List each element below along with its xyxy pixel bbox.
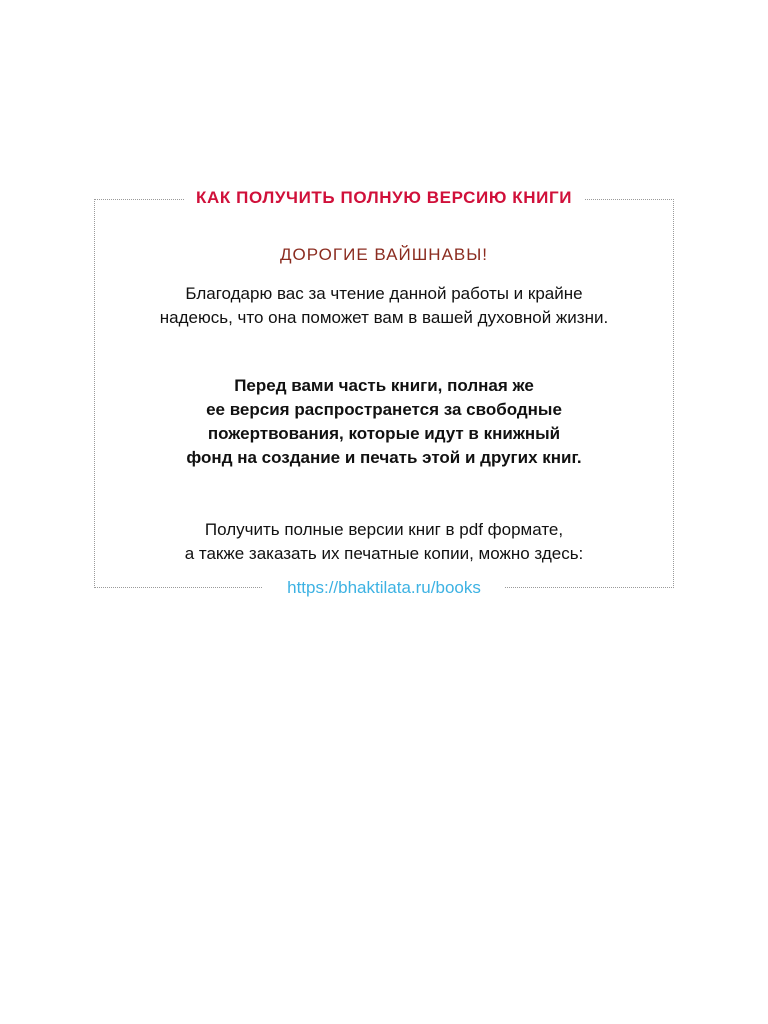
notice-line: Перед вами часть книги, полная же [234, 376, 534, 395]
box-title: КАК ПОЛУЧИТЬ ПОЛНУЮ ВЕРСИЮ КНИГИ [184, 186, 584, 210]
notice-line: фонд на создание и печать этой и других книг. [186, 448, 582, 467]
info-line: Получить полные версии книг в pdf формате, [204, 520, 564, 539]
notice-line: пожертвования, которые идут в книжный [207, 424, 561, 443]
notice-paragraph [0, 374, 768, 470]
link-row [0, 576, 768, 600]
books-link[interactable]: https://bhaktilata.ru/books [263, 576, 505, 600]
info-line: а также заказать их печатные копии, можно здесь: [184, 544, 584, 563]
thanks-paragraph [0, 282, 768, 330]
thanks-line: надеюсь, что она поможет вам в вашей духовной жизни. [159, 308, 609, 327]
thanks-line: Благодарю вас за чтение данной работы и крайне [185, 284, 583, 303]
greeting-heading: ДОРОГИЕ ВАЙШНАВЫ! [279, 245, 489, 264]
notice-line: ее версия распространется за свободные [206, 400, 562, 419]
info-paragraph [0, 518, 768, 566]
